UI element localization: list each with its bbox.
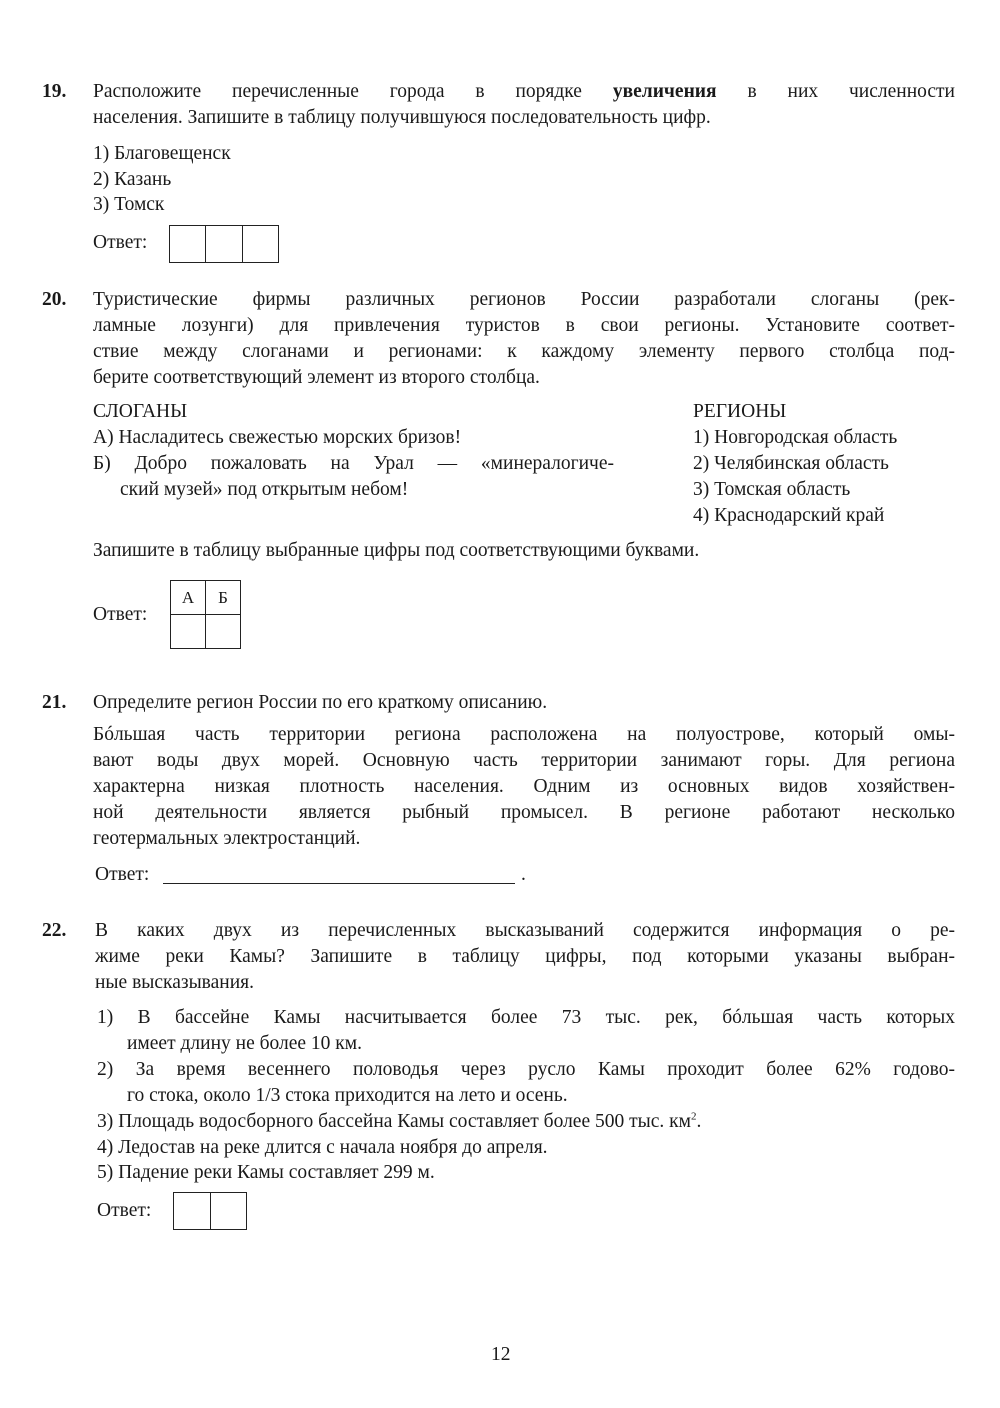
answer-table[interactable] (170, 580, 241, 649)
slogan: Б) Добро пожаловать на Урал — «минералогиче- (93, 453, 614, 474)
option: 2) Казань (93, 169, 172, 190)
question-text: берите соответствующий элемент из второго столбца. (93, 367, 540, 388)
answer-label: Ответ: (95, 864, 150, 885)
answer-cell[interactable] (170, 226, 206, 262)
region: 3) Томская область (693, 479, 851, 500)
question-text: Туристические фирмы различных регионов России разработали слоганы (рек- (93, 289, 955, 310)
description: ной деятельности является рыбный промысел. В регионе работают несколько (93, 802, 955, 823)
statement: 2) За время весеннего половодья через русло Камы проходит более 62% годово- (97, 1059, 955, 1080)
answer-end: . (521, 864, 526, 885)
text: Расположите перечисленные города в порядке (93, 81, 613, 102)
slogan: А) Насладитесь свежестью морских бризов! (93, 427, 462, 448)
question-text: населения. Запишите в таблицу получившуюся последовательность цифр. (93, 107, 711, 128)
statement: 5) Падение реки Камы составляет 299 м. (97, 1162, 435, 1183)
option: 3) Томск (93, 194, 165, 215)
answer-label: Ответ: (97, 1200, 152, 1221)
header-cell: А (171, 581, 206, 615)
answer-cell[interactable] (206, 615, 241, 649)
region: 1) Новгородская область (693, 427, 898, 448)
answer-boxes[interactable] (169, 225, 279, 263)
statement: имеет длину не более 10 км. (127, 1033, 362, 1054)
question-text: ламные лозунги) для привлечения туристов в свои регионы. Установите соответ- (93, 315, 955, 336)
answer-label: Ответ: (93, 604, 148, 625)
region: 2) Челябинская область (693, 453, 889, 474)
region: 4) Краснодарский край (693, 505, 885, 526)
question-number: 19. (42, 81, 67, 102)
slogan: ский музей» под открытым небом! (120, 479, 409, 500)
question-text (93, 79, 955, 105)
description: вают воды двух морей. Основную часть территории занимают горы. Для региона (93, 750, 955, 771)
question-number: 21. (42, 692, 67, 713)
description: геотермальных электростанций. (93, 828, 361, 849)
statement: 4) Ледостав на реке длится с начала ноября до апреля. (97, 1137, 548, 1158)
answer-boxes[interactable] (173, 1192, 247, 1230)
option: 1) Благовещенск (93, 143, 231, 164)
question-text: жиме реки Камы? Запишите в таблицу цифры, под которыми указаны выбран- (95, 946, 955, 967)
question-number: 22. (42, 920, 67, 941)
description: Бóльшая часть территории региона расположена на полуострове, который омы- (93, 724, 955, 745)
description: характерна низкая плотность населения. Одним из основных видов хозяйствен- (93, 776, 955, 797)
header-cell: Б (206, 581, 241, 615)
column-header: СЛОГАНЫ (93, 401, 188, 422)
question-text: В каких двух из перечисленных высказываний содержится информация о ре- (95, 920, 955, 941)
statement: 1) В бассейне Камы насчитывается более 73 тыс. рек, бóльшая часть которых (97, 1007, 955, 1028)
text: 3) Площадь водосборного бассейна Камы составляет более 500 тыс. км (97, 1111, 691, 1132)
answer-label: Ответ: (93, 232, 148, 253)
question-text: ные высказывания. (95, 972, 254, 993)
question-text: Определите регион России по его краткому описанию. (93, 692, 548, 713)
statement: го стока, около 1/3 стока приходится на лето и осень. (127, 1085, 568, 1106)
text: . (696, 1111, 702, 1132)
question-text: ствие между слоганами и регионами: к каждому элементу первого столбца под- (93, 341, 955, 362)
page-number: 12 (491, 1344, 511, 1365)
answer-cell[interactable] (206, 226, 242, 262)
bold-text: увеличения (612, 81, 717, 102)
answer-line[interactable] (163, 868, 515, 884)
instruction: Запишите в таблицу выбранные цифры под соответствующими буквами. (93, 540, 700, 561)
superscript: 2 (690, 1110, 697, 1123)
text: в них численности (716, 81, 955, 102)
question-number: 20. (42, 289, 67, 310)
answer-cell[interactable] (243, 226, 278, 262)
statement (97, 1109, 701, 1135)
column-header: РЕГИОНЫ (693, 401, 787, 422)
answer-cell[interactable] (171, 615, 206, 649)
answer-cell[interactable] (174, 1193, 211, 1229)
answer-cell[interactable] (211, 1193, 247, 1229)
